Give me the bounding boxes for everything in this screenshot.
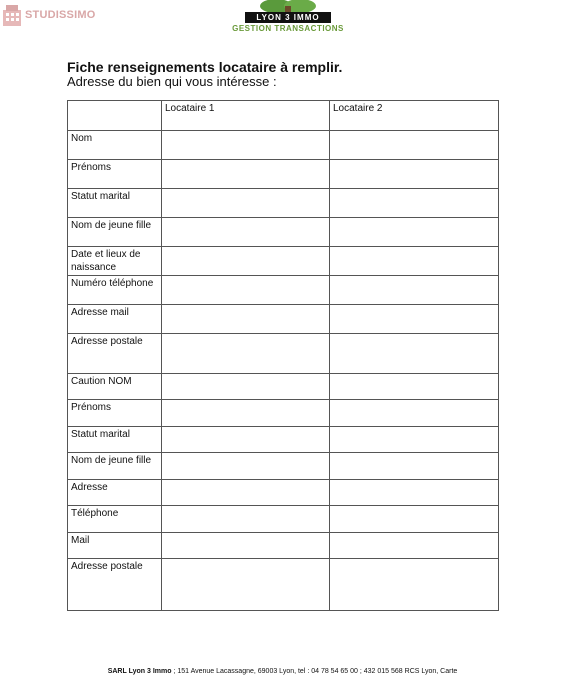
tenant-2-field[interactable] <box>330 131 499 160</box>
row-label: Prénoms <box>68 400 162 427</box>
tenant-2-field[interactable] <box>330 334 499 374</box>
tenant-2-field[interactable] <box>330 218 499 247</box>
tenant-1-field[interactable] <box>162 480 330 506</box>
row-label: Adresse <box>68 480 162 506</box>
tenant-1-field[interactable] <box>162 559 330 611</box>
tenant-2-field[interactable] <box>330 400 499 427</box>
tenant-1-field[interactable] <box>162 453 330 480</box>
table-row <box>68 427 499 453</box>
tenant-1-field[interactable] <box>162 400 330 427</box>
page-title: Fiche renseignements locataire à remplir. <box>67 59 343 75</box>
tenant-1-field[interactable] <box>162 533 330 559</box>
table-row <box>68 160 499 189</box>
tenant-1-field[interactable] <box>162 247 330 276</box>
tenant-2-field[interactable] <box>330 533 499 559</box>
row-label: Adresse postale <box>68 559 162 611</box>
row-label: Mail <box>68 533 162 559</box>
row-label: Date et lieux de naissance <box>68 247 162 276</box>
tenant-1-field[interactable] <box>162 305 330 334</box>
property-address-label: Adresse du bien qui vous intéresse : <box>67 74 277 89</box>
row-label: Adresse postale <box>68 334 162 374</box>
footer-company: SARL Lyon 3 Immo <box>107 668 172 675</box>
table-row <box>68 453 499 480</box>
row-label: Caution NOM <box>68 374 162 400</box>
row-label: Téléphone <box>68 506 162 533</box>
table-row <box>68 506 499 533</box>
row-label: Prénoms <box>68 160 162 189</box>
header-empty-cell <box>68 101 162 131</box>
tenant-1-field[interactable] <box>162 427 330 453</box>
tenant-2-field[interactable] <box>330 374 499 400</box>
table-row <box>68 131 499 160</box>
table-row <box>68 305 499 334</box>
brand-name: LYON 3 IMMO <box>245 12 331 23</box>
tenant-2-field[interactable] <box>330 247 499 276</box>
table-header-row <box>68 101 499 131</box>
row-label: Adresse mail <box>68 305 162 334</box>
row-label: Nom de jeune fille <box>68 218 162 247</box>
header-tenant-1: Locataire 1 <box>162 101 330 131</box>
tenant-2-field[interactable] <box>330 506 499 533</box>
row-label: Statut marital <box>68 427 162 453</box>
tenant-2-field[interactable] <box>330 160 499 189</box>
tenant-1-field[interactable] <box>162 506 330 533</box>
table-row <box>68 334 499 374</box>
row-label: Numéro téléphone <box>68 276 162 305</box>
table-row <box>68 374 499 400</box>
tenant-2-field[interactable] <box>330 453 499 480</box>
table-row <box>68 276 499 305</box>
table-row <box>68 218 499 247</box>
building-icon <box>2 4 22 26</box>
tenant-2-field[interactable] <box>330 305 499 334</box>
table-row <box>68 247 499 276</box>
tenant-form-table <box>67 100 499 611</box>
tenant-2-field[interactable] <box>330 276 499 305</box>
studissimo-watermark <box>2 4 95 26</box>
brand-logo <box>228 0 348 40</box>
tenant-1-field[interactable] <box>162 131 330 160</box>
tenant-1-field[interactable] <box>162 189 330 218</box>
table-row <box>68 400 499 427</box>
table-row <box>68 189 499 218</box>
row-label: Statut marital <box>68 189 162 218</box>
tenant-2-field[interactable] <box>330 189 499 218</box>
brand-tagline: GESTION TRANSACTIONS <box>232 24 344 33</box>
tenant-2-field[interactable] <box>330 559 499 611</box>
tenant-1-field[interactable] <box>162 218 330 247</box>
tenant-1-field[interactable] <box>162 160 330 189</box>
page-footer <box>0 668 565 675</box>
footer-details: ; 151 Avenue Lacassagne, 69003 Lyon, tel : 04 78 54 65 00 ; 432 015 568 RCS Lyon, Carte <box>171 668 458 675</box>
tenant-2-field[interactable] <box>330 427 499 453</box>
tenant-1-field[interactable] <box>162 276 330 305</box>
table-row <box>68 533 499 559</box>
row-label: Nom <box>68 131 162 160</box>
watermark-text: STUDISSIMO <box>25 9 96 21</box>
tenant-1-field[interactable] <box>162 374 330 400</box>
row-label: Nom de jeune fille <box>68 453 162 480</box>
tenant-1-field[interactable] <box>162 334 330 374</box>
header-tenant-2: Locataire 2 <box>330 101 499 131</box>
table-row <box>68 480 499 506</box>
tenant-2-field[interactable] <box>330 480 499 506</box>
table-row <box>68 559 499 611</box>
